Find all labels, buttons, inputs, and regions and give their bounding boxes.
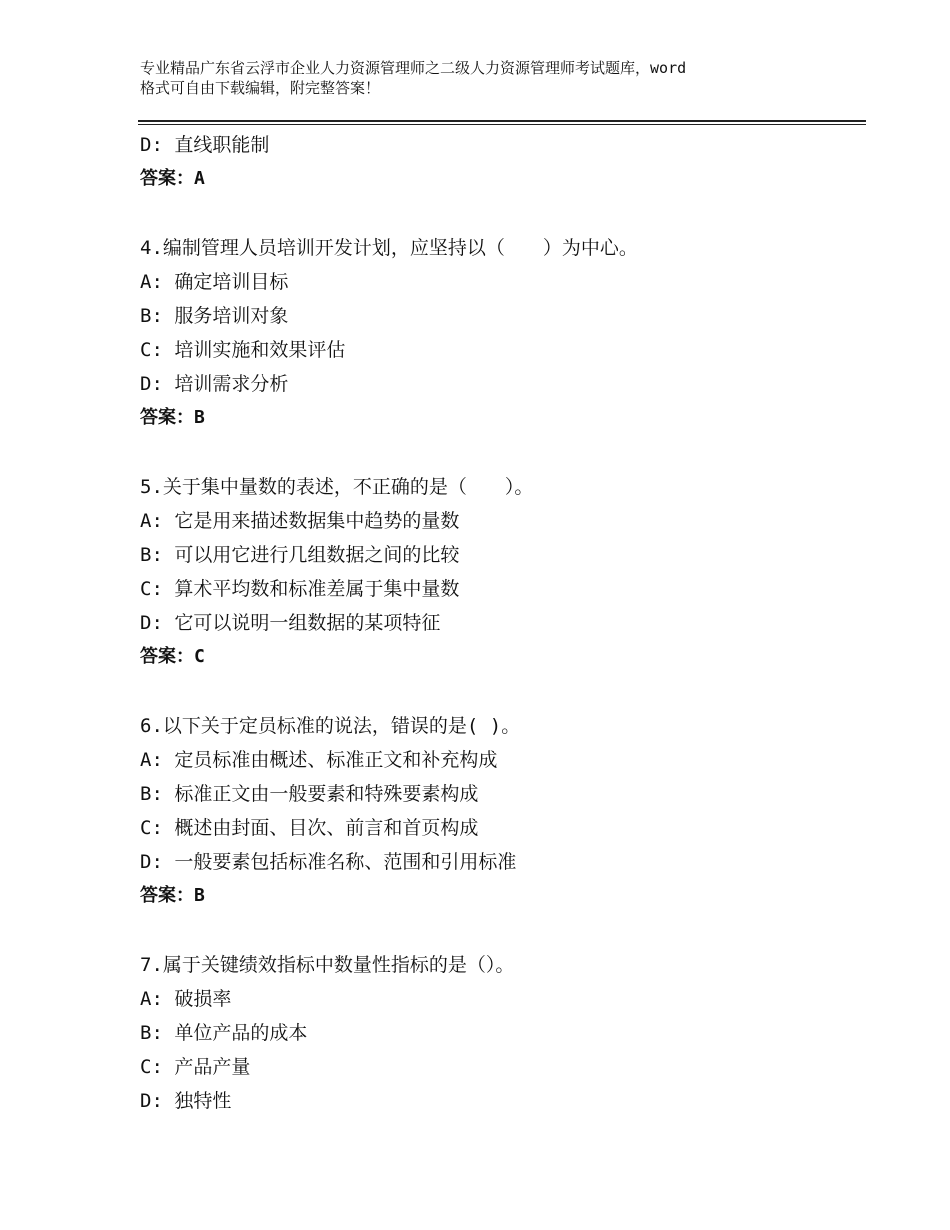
- option-a: A: 它是用来描述数据集中趋势的量数: [140, 510, 460, 532]
- answer: 答案：C: [140, 646, 205, 667]
- document-header: [140, 58, 830, 98]
- question-5: [140, 470, 860, 674]
- question-text: 6.以下关于定员标准的说法，错误的是( )。: [140, 715, 521, 737]
- option-d: D: 培训需求分析: [140, 373, 289, 395]
- question-6: [140, 709, 860, 913]
- header-title-line2: 格式可自由下载编辑，附完整答案！: [140, 79, 381, 97]
- header-divider-thick: [138, 120, 866, 122]
- option-b: B: 单位产品的成本: [140, 1022, 308, 1044]
- question-3-tail: [140, 128, 860, 196]
- option-a: A: 确定培训目标: [140, 271, 289, 293]
- question-7: [140, 948, 860, 1118]
- option-d: D: 独特性: [140, 1090, 232, 1112]
- question-4: [140, 231, 860, 435]
- option-b: B: 服务培训对象: [140, 305, 289, 327]
- option-d: D: 它可以说明一组数据的某项特征: [140, 612, 441, 634]
- option-b: B: 可以用它进行几组数据之间的比较: [140, 544, 460, 566]
- answer: 答案：B: [140, 407, 205, 428]
- question-text: 5.关于集中量数的表述，不正确的是（ ）。: [140, 476, 534, 498]
- question-text: 4.编制管理人员培训开发计划，应坚持以（ ）为中心。: [140, 237, 638, 259]
- question-list: [140, 128, 860, 1118]
- option-c: C: 概述由封面、目次、前言和首页构成: [140, 817, 479, 839]
- option-d: D: 直线职能制: [140, 134, 270, 156]
- option-a: A: 定员标准由概述、标准正文和补充构成: [140, 749, 498, 771]
- header-title-line1: 专业精品广东省云浮市企业人力资源管理师之二级人力资源管理师考试题库，word: [140, 59, 687, 77]
- question-text: 7.属于关键绩效指标中数量性指标的是（）。: [140, 954, 515, 976]
- answer: 答案：A: [140, 168, 205, 189]
- option-b: B: 标准正文由一般要素和特殊要素构成: [140, 783, 479, 805]
- option-a: A: 破损率: [140, 988, 232, 1010]
- option-c: C: 产品产量: [140, 1056, 251, 1078]
- option-d: D: 一般要素包括标准名称、范围和引用标准: [140, 851, 517, 873]
- option-c: C: 算术平均数和标准差属于集中量数: [140, 578, 460, 600]
- option-c: C: 培训实施和效果评估: [140, 339, 346, 361]
- answer: 答案：B: [140, 885, 205, 906]
- header-divider-thin: [138, 124, 866, 125]
